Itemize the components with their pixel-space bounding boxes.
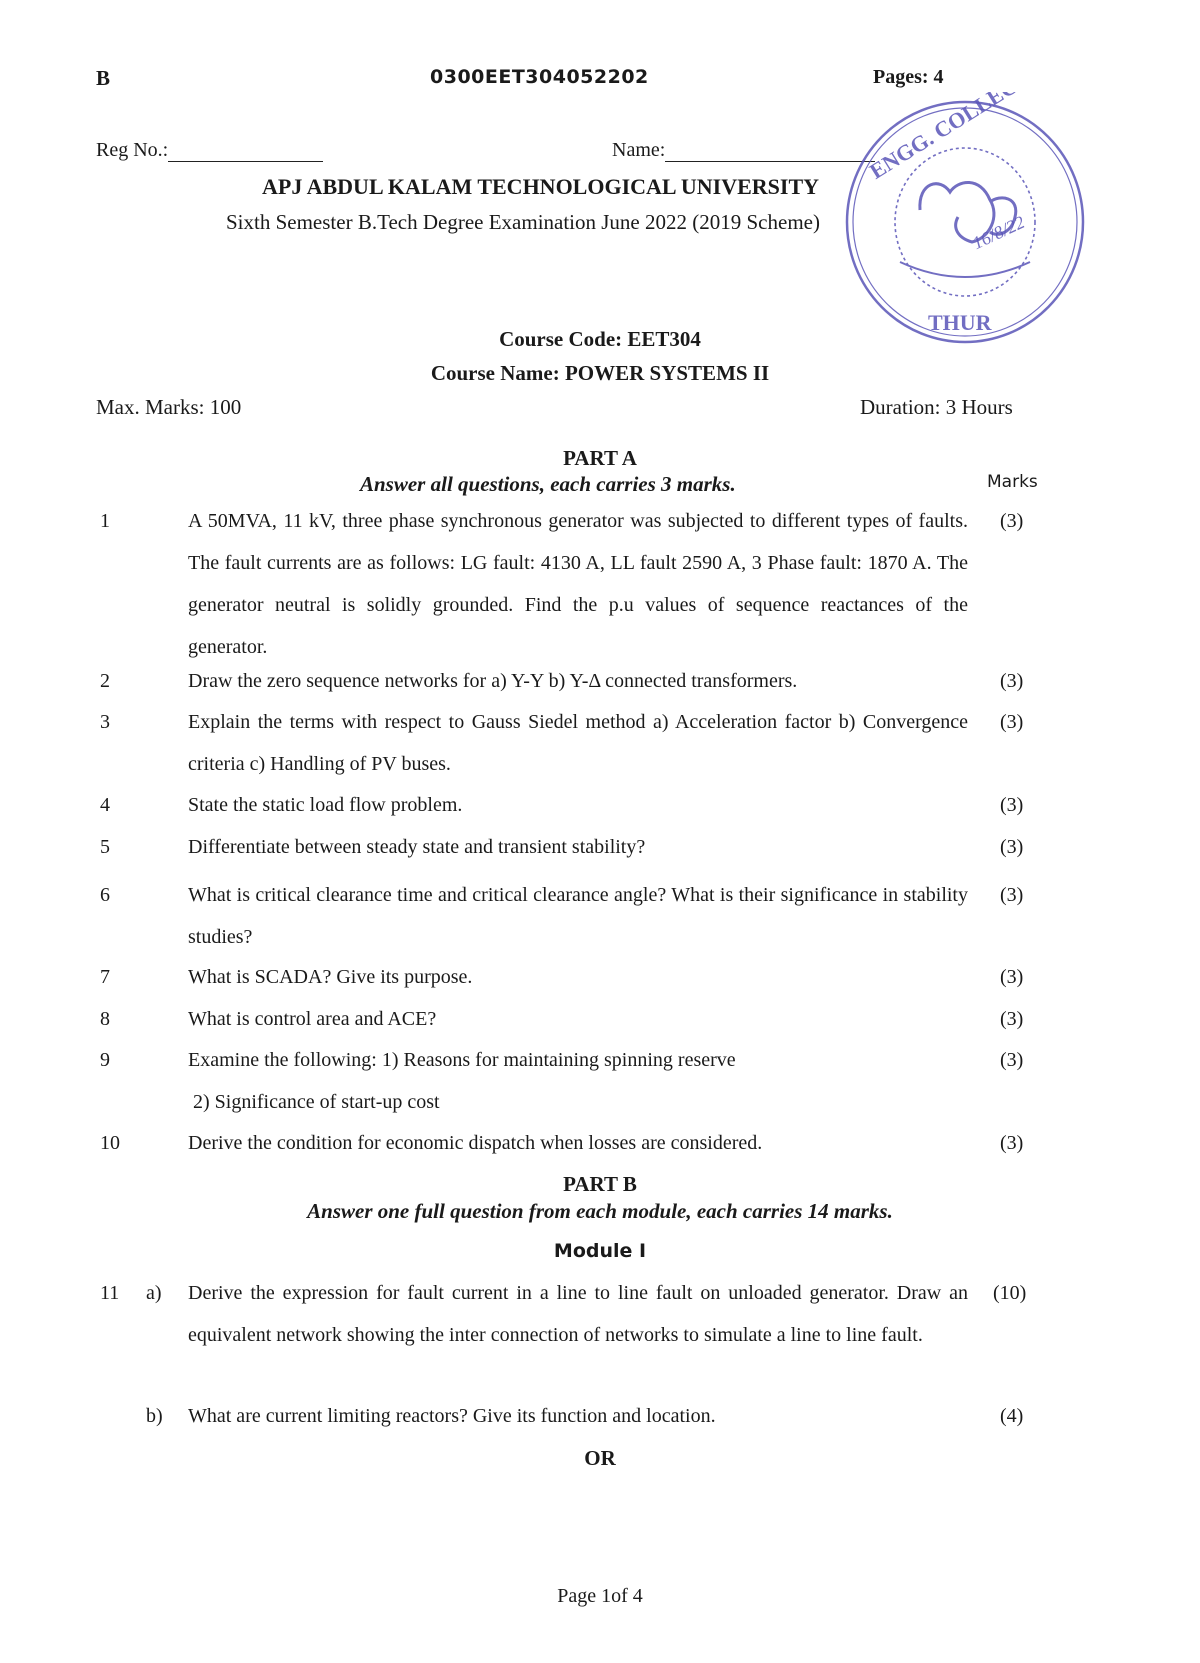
part-a-instruction: Answer all questions, each carries 3 marks. xyxy=(360,472,736,496)
question-number: 3 xyxy=(100,711,110,733)
part-b-instruction: Answer one full question from each module, each carries 14 marks. xyxy=(307,1199,893,1223)
question-marks: (3) xyxy=(1000,1049,1024,1071)
page-count: Pages: 4 xyxy=(873,66,944,88)
university-name: APJ ABDUL KALAM TECHNOLOGICAL UNIVERSITY xyxy=(262,174,820,199)
question-number: 6 xyxy=(100,884,110,906)
question-text: Draw the zero sequence networks for a) Y-Y b) Y-Δ connected transformers. xyxy=(188,670,798,692)
duration: Duration: 3 Hours xyxy=(860,395,1013,419)
stamp-date: 16/8/22 xyxy=(969,211,1028,254)
course-code: Course Code: EET304 xyxy=(499,327,701,351)
part-a-title: PART A xyxy=(563,446,637,470)
paper-set: B xyxy=(96,66,111,90)
question-text-continued: 2) Significance of start-up cost xyxy=(193,1091,440,1113)
question-text: Differentiate between steady state and transient stability? xyxy=(188,836,646,858)
library-stamp-seal xyxy=(840,92,1090,352)
question-text: What is control area and ACE? xyxy=(188,1008,437,1030)
question-text: Derive the condition for economic dispatch when losses are considered. xyxy=(188,1132,763,1154)
paper-code: 0300EET304052202 xyxy=(430,66,649,88)
question-number: 5 xyxy=(100,836,110,858)
question-text: Examine the following: 1) Reasons for maintaining spinning reserve xyxy=(188,1049,736,1071)
question-number: 9 xyxy=(100,1049,110,1071)
question-marks: (3) xyxy=(1000,1008,1024,1030)
stamp-bottom-text: THUR xyxy=(928,310,992,335)
question-text: Explain the terms with respect to Gauss Siedel method a) Acceleration factor b) Convergence criteria c) Handling of PV buses. xyxy=(188,711,968,775)
question-text: A 50MVA, 11 kV, three phase synchronous generator was subjected to different types of faults. The fault currents are as follows: LG fault: 4130 A, LL fault 2590 A, 3 Phase fault: 1870 A. The generator neutral is solidly grounded. Find the p.u values of sequence reactances of the generator. xyxy=(188,510,968,658)
question-marks: (10) xyxy=(993,1282,1027,1304)
part-b-title: PART B xyxy=(563,1172,637,1196)
question-number: 2 xyxy=(100,670,110,692)
question-text: What is SCADA? Give its purpose. xyxy=(188,966,473,988)
question-number: 7 xyxy=(100,966,110,988)
reg-no-field xyxy=(96,139,323,162)
name-field xyxy=(612,139,875,162)
reg-no-blank xyxy=(168,141,323,162)
exam-title: Sixth Semester B.Tech Degree Examination June 2022 (2019 Scheme) xyxy=(226,210,820,234)
sub-question-label: b) xyxy=(146,1405,163,1427)
question-text: What are current limiting reactors? Give its function and location. xyxy=(188,1405,716,1427)
question-number: 8 xyxy=(100,1008,110,1030)
page-footer: Page 1of 4 xyxy=(557,1585,643,1607)
max-marks: Max. Marks: 100 xyxy=(96,395,242,419)
question-marks: (3) xyxy=(1000,711,1024,733)
question-marks: (3) xyxy=(1000,670,1024,692)
stamp-top-text: ENGG. COLLEGE xyxy=(865,92,1035,184)
library-stamp xyxy=(840,92,1090,352)
question-text: What is critical clearance time and critical clearance angle? What is their significance in stability studies? xyxy=(188,884,968,948)
question-number: 10 xyxy=(100,1132,120,1154)
module-title: Module I xyxy=(553,1240,647,1262)
question-marks: (3) xyxy=(1000,836,1024,858)
sub-question-label: a) xyxy=(146,1282,162,1304)
reg-no-label: Reg No.: xyxy=(96,139,169,161)
question-text: Derive the expression for fault current in a line to line fault on unloaded generator. Draw an equivalent network showing the inter connection of networks to simulate a line to line fault. xyxy=(188,1282,968,1346)
question-marks: (4) xyxy=(1000,1405,1024,1427)
question-number: 4 xyxy=(100,794,110,816)
marks-header: Marks xyxy=(987,472,1038,492)
course-name: Course Name: POWER SYSTEMS II xyxy=(430,361,770,385)
question-marks: (3) xyxy=(1000,1132,1024,1154)
question-number: 1 xyxy=(100,510,110,532)
name-label: Name: xyxy=(612,139,666,161)
question-marks: (3) xyxy=(1000,510,1024,532)
or-separator: OR xyxy=(584,1446,616,1470)
question-number: 11 xyxy=(100,1282,120,1304)
question-marks: (3) xyxy=(1000,794,1024,816)
question-marks: (3) xyxy=(1000,884,1024,906)
question-text: State the static load flow problem. xyxy=(188,794,463,816)
question-marks: (3) xyxy=(1000,966,1024,988)
